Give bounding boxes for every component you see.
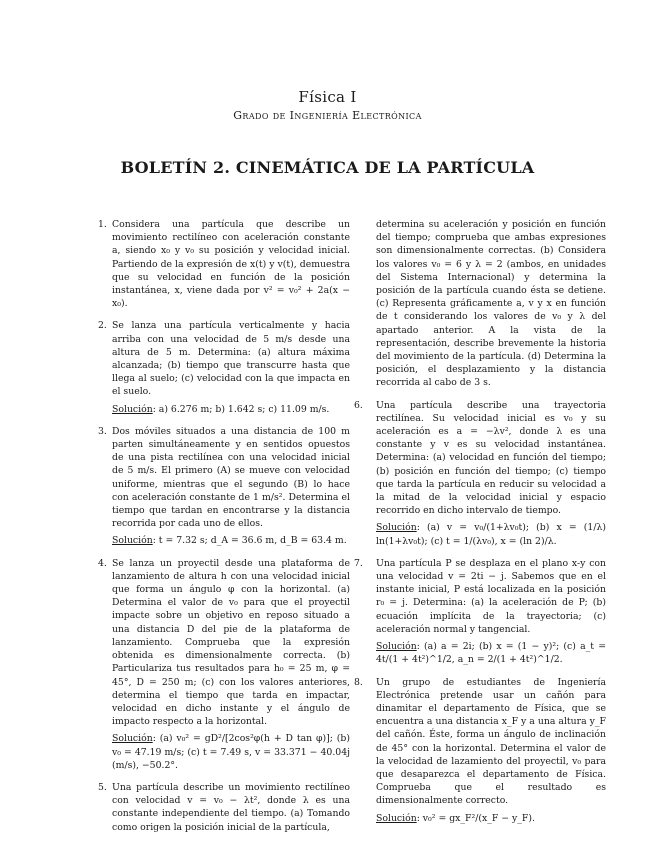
solution-label: Solución bbox=[376, 812, 417, 824]
solution-label: Solución bbox=[376, 641, 417, 653]
problem-number: 6. bbox=[354, 399, 363, 411]
solution-text: : (a) v₀² = gD²/[2cos²φ(h + D tan φ)]; (b) v₀ = 47.19 m/s; (c) t = 7.49 s, v = 33.371 − 40.04j (m/s), −50.2°. bbox=[112, 733, 350, 771]
problem-number: 1. bbox=[98, 219, 107, 230]
problem-text: Se lanza un proyectil desde una plataforma de lanzamiento de altura h con una velocidad inicial que forma un ángulo φ con la horizontal. (a) Determina el valor de v₀ para que el proyectil impacte sobre un objetivo en reposo situado a una distancia D del pie de la plataforma de lanzamiento. Comprueba que la expresión obtenida es dimensionalmente correcta. (b) Particulariza tus resultados para h₀ = 25 m, φ = 45°, D = 250 m; (c) con los valores anteriores, determina el tiempo que tarda en impactar, velocidad en dicho instante y el ángulo de impacto respecto a la horizontal. bbox=[112, 557, 350, 728]
degree-subtitle: Grado de Ingeniería Electrónica bbox=[233, 109, 422, 122]
course-title: Física I bbox=[298, 88, 357, 106]
problem-6 bbox=[354, 399, 606, 548]
solution-label: Solución bbox=[112, 733, 153, 745]
solution bbox=[376, 812, 606, 825]
solution bbox=[112, 403, 350, 416]
problem-8 bbox=[354, 676, 606, 825]
problem-text: determina su aceleración y posición en función del tiempo; comprueba que ambas expresiones son dimensionalmente correctas. (b) Considera los valores v₀ = 6 y λ = 2 (ambos, en unidades del Sistema Internacional) y determina la posición de la partícula cuando ésta se detiene. (c) Representa gráficamente a, v y x en función de t considerando los valores de v₀ y λ del apartado anterior. A la vista de la representación, describe brevemente la historia del movimiento de la partícula. (d) Determina la posición, el desplazamiento y la distancia recorrida al cabo de 3 s. bbox=[376, 219, 606, 389]
solution-label: Solución bbox=[376, 522, 417, 534]
problem-4 bbox=[98, 557, 350, 772]
problem-number: 5. bbox=[98, 781, 107, 793]
problem-text: Un grupo de estudiantes de Ingeniería Electrónica pretende usar un cañón para dinamitar el departamento de Física, que se encuentra a una distancia x_F y a una altura y_F del cañón. Éste, forma un ángulo de inclinación de 45° con la horizontal. Determina el valor de la velocidad de lazamiento del proyectil, v₀ para que desaparezca el departamento de Física. Comprueba que el resultado es dimensionalmente correcto. bbox=[376, 676, 606, 807]
solution-text: : t = 7.32 s; d_A = 36.6 m, d_B = 63.4 m. bbox=[152, 535, 347, 547]
solution bbox=[112, 732, 350, 772]
problem-number: 3. bbox=[98, 425, 107, 437]
solution-label: Solución bbox=[112, 535, 153, 547]
problem-number: 4. bbox=[98, 557, 107, 569]
problem-number: 7. bbox=[354, 557, 363, 569]
document-header bbox=[0, 88, 655, 122]
left-column bbox=[98, 218, 350, 843]
problem-number: 2. bbox=[98, 320, 107, 332]
right-column bbox=[354, 218, 606, 834]
problem-2 bbox=[98, 319, 350, 415]
problem-1 bbox=[98, 218, 350, 310]
problem-number: 8. bbox=[354, 676, 363, 688]
problem-3 bbox=[98, 425, 350, 548]
problem-text: Una partícula describe un movimiento rectilíneo con velocidad v = v₀ − λt², donde λ es una constante independiente del tiempo. (a) Tomando como origen la posición inicial de la partícula, bbox=[112, 781, 350, 833]
problem-text: Una partícula describe una trayectoria rectilínea. Su velocidad inicial es v₀ y su aceleración es a = −λv², donde λ es una constante y v es su velocidad instantánea. Determina: (a) velocidad en función del tiempo; (b) posición en función del tiempo; (c) tiempo que tarda la partícula en reducir su velocidad a la mitad de la velocidad inicial y espacio recorrido en dicho intervalo de tiempo. bbox=[376, 399, 606, 517]
problem-7 bbox=[354, 557, 606, 667]
problem-text: Se lanza una partícula verticalmente y hacia arriba con una velocidad de 5 m/s desde una altura de 5 m. Determina: (a) altura máxima alcanzada; (b) tiempo que transcurre hasta que llega al suelo; (c) velocidad con la que impacta en el suelo. bbox=[112, 320, 350, 398]
problem-text: Una partícula P se desplaza en el plano x-y con una velocidad v = 2ti − j. Sabemos que en el instante inicial, P está localizada en la posición r₀ = j. Determina: (a) la aceleración de P; (b) ecuación implícita de la trayectoria; (c) aceleración normal y tangencial. bbox=[376, 557, 606, 635]
problem-text: Considera una partícula que describe un movimiento rectilíneo con aceleración constante a, siendo x₀ y v₀ su posición y velocidad inicial. Partiendo de la expresión de x(t) y v(t), demuestra que su velocidad en función de la posición instantánea, x, viene dada por v² = v₀² + 2a(x − x₀). bbox=[112, 219, 350, 310]
solution-label: Solución bbox=[112, 403, 153, 415]
solution bbox=[376, 640, 606, 666]
page-title: BOLETÍN 2. CINEMÁTICA DE LA PARTÍCULA bbox=[120, 158, 535, 177]
problem-text: Dos móviles situados a una distancia de 100 m parten simultáneamente y en sentidos opuestos de una pista rectilínea con una velocidad inicial de 5 m/s. El primero (A) se mueve con velocidad uniforme, mientras que el segundo (B) lo hace con aceleración constante de 1 m/s². Determina el tiempo que tardan en encontrarse y la distancia recorrida por cada uno de ellos. bbox=[112, 425, 350, 530]
problem-5-continuation bbox=[354, 218, 606, 390]
solution-text: : (a) v = v₀/(1+λv₀t); (b) x = (1/λ) ln(1+λv₀t); (c) t = 1/(λv₀), x = (ln 2)/λ. bbox=[376, 522, 606, 547]
solution-text: : (a) a = 2i; (b) x = (1 − y)²; (c) a_t = 4t/(1 + 4t²)^1/2, a_n = 2/(1 + 4t²)^1/2. bbox=[376, 641, 606, 666]
problem-5 bbox=[98, 781, 350, 834]
solution bbox=[112, 534, 350, 547]
solution-text: : v₀² = gx_F²/(x_F − y_F). bbox=[416, 812, 535, 824]
solution bbox=[376, 521, 606, 547]
solution-text: : a) 6.276 m; b) 1.642 s; c) 11.09 m/s. bbox=[152, 403, 330, 415]
